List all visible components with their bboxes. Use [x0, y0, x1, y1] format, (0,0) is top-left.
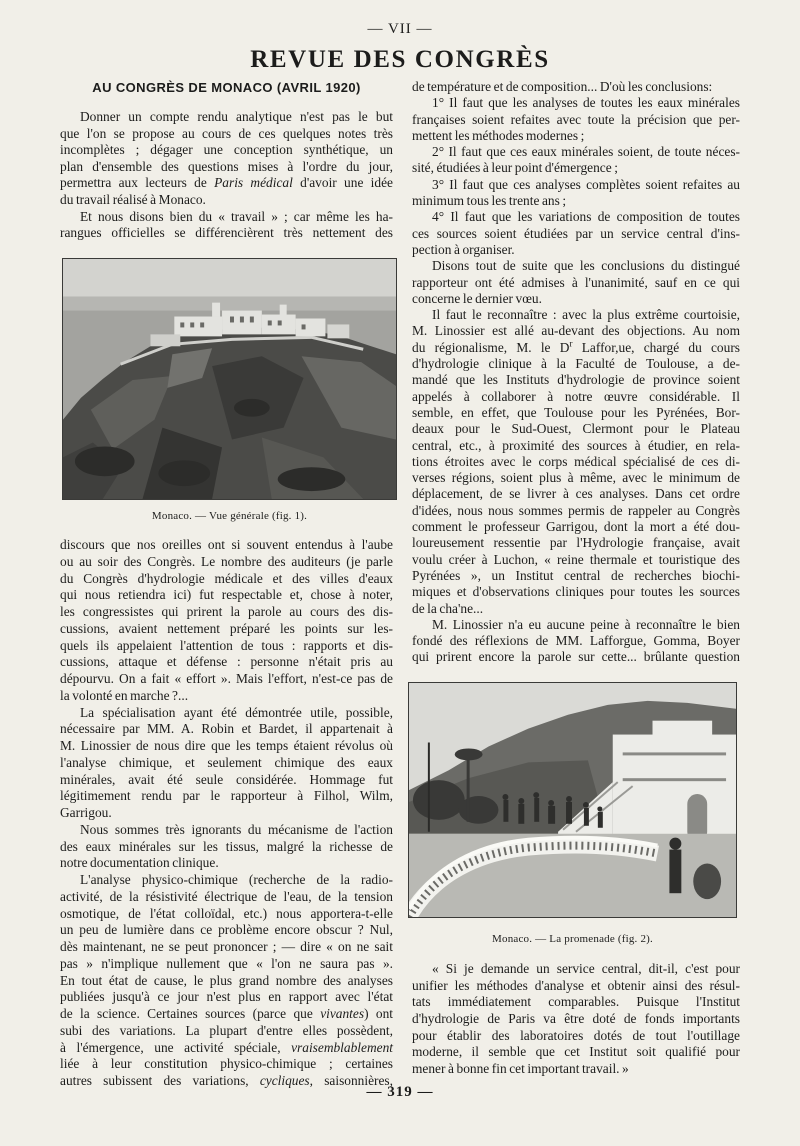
text-line: comment le professeur Garrigou, dont la mort a été dou- [412, 519, 740, 535]
sea-haze [63, 297, 396, 311]
text-line: activité, de la résistivité électrique de l'eau, de la tension [60, 888, 393, 904]
text-line: Disons tout de suite que les conclusions du distingué [432, 258, 740, 274]
paragraph [60, 537, 393, 705]
figure-1-caption: Monaco. — Vue générale (fig. 1). [151, 510, 308, 522]
text-line: publiées jusqu'à ce jour n'est plus en rapport avec l'état [60, 989, 393, 1005]
figure-1-photo [62, 258, 397, 500]
text-line: notre documentation clinique. [60, 855, 219, 871]
text-line [60, 1040, 393, 1057]
page-title: REVUE DES CONGRÈS [250, 46, 550, 73]
text-line: discours que nos oreilles ont si souvent entendus à l'aube [60, 537, 393, 552]
text-line: unifier les méthodes d'analyse et obtenir ainsi des résul- [412, 977, 740, 993]
paragraph [412, 144, 740, 177]
text-line: l'analyse chimique, et seulement chimique des eaux [60, 754, 393, 770]
text-line [60, 175, 393, 192]
text-segment: de la science. Certaines sources (parce que [60, 1006, 321, 1021]
text-line: « Si je demande un service central, dit-il, c'est pour [432, 961, 740, 976]
text-segment: permettra aux lecteurs de [60, 175, 215, 191]
text-line: pas » n'implique nullement que « l'on ne saura pas ». [60, 955, 393, 971]
text-line: françaises soient refaites avec toute la précision que per- [412, 111, 740, 127]
text-line: sité, étudiées à leur point d'émergence ; [412, 160, 618, 176]
text-segment: r [569, 339, 573, 350]
text-line: d'hydrologie de Paris va être doté de fonds importants [412, 1011, 740, 1027]
figure-2-photo [408, 682, 737, 918]
photo-monaco-promenade [409, 683, 736, 917]
text-line: loureusement ressentie par l'Hydrologie française, avait [412, 535, 740, 551]
text-line: incomplètes ; dégager une conception synthétique, un [60, 142, 393, 158]
text-line: Nous sommes très ignorants du mécanisme de l'action [80, 821, 393, 837]
text-line: semble, en effet, que Toulouse pour les Pyrénées, Bor- [412, 404, 740, 420]
paragraph [412, 177, 740, 210]
text-line: du travail réalisé à Monaco. [60, 191, 206, 207]
text-segment: Laffor,ue, chargé du cours [572, 339, 740, 355]
text-line: La spécialisation ayant été démontrée utile, possible, [80, 704, 393, 720]
text-line: dès maintenant, ne se peut prononcer ; — dire « on ne sait [60, 939, 393, 954]
paragraph [60, 109, 393, 209]
paragraph [412, 258, 740, 307]
paragraph [60, 872, 393, 1090]
text-line: des eaux minérales sur les tissus, malgré la richesse de [60, 838, 393, 854]
photo-monaco-general-view [63, 259, 396, 499]
text-line: qui nous retiendra ici) fut respectable et, chose à noter, [60, 587, 393, 603]
text-line: 3° Il faut que ces analyses complètes soient refaites au [432, 176, 740, 192]
text-line: fondé des réflexions de MM. Lafforgue, Gomma, Boyer [412, 633, 740, 649]
text-line: mettent les méthodes modernes ; [412, 127, 585, 143]
text-line: de température et de composition... D'où les conclusions: [412, 79, 713, 94]
text-line [60, 1006, 393, 1023]
text-line: subi des variations. La plupart d'entre elles possèdent, [60, 1022, 393, 1038]
text-line: L'analyse physico-chimique (recherche de la radio- [80, 872, 393, 887]
paragraph [60, 822, 393, 872]
text-line: En tout état de cause, le plus grand nombre des analyses [60, 972, 393, 988]
text-line: un peu de lumière dans ce problème encore obscur ? Nul, [60, 922, 393, 938]
text-segment: autres subissent des variations, [60, 1073, 260, 1088]
paragraph [412, 79, 740, 95]
text-line: mandé que les Instituts d'hydrologie de province soient [412, 372, 740, 388]
text-line: miques et d'observations cliniques pour toutes les sources [412, 584, 740, 600]
text-line: concerne le dernier vœu. [412, 290, 542, 306]
text-line: deaux pour le Sud-Ouest, Clermont pour le Plateau [412, 421, 740, 437]
text-line: pour établir des laboratoires dotés de tout l'outillage [412, 1027, 740, 1043]
text-line: Et nous disons bien du « travail » ; car même les ha- [80, 208, 393, 224]
text-line: M. Linossier de nous dire que les temps étaient révolus où [60, 738, 393, 753]
text-line: d'idées, nous nous sommes permis de rappeler au Congrès [412, 502, 740, 518]
right-column-text-bottom [412, 961, 740, 1078]
text-segment: d'avoir une idée [292, 175, 393, 191]
text-line: tions étroites avec le corps médical spécialisé de ces di- [412, 453, 740, 469]
text-segment: vivantes [320, 1006, 365, 1021]
text-line: Donner un compte rendu analytique n'est pas le but [80, 109, 393, 124]
text-line: 2° Il faut que ces eaux minérales soient, de toute néces- [432, 144, 740, 160]
text-line [412, 340, 740, 356]
paragraph [412, 95, 740, 144]
text-line: minimum tous les trente ans ; [412, 193, 567, 209]
text-line: pection à organiser. [412, 241, 515, 257]
page-number: — 319 — [366, 1084, 434, 1100]
text-line: qui prirent encore la parole sur cette... brûlante question [412, 649, 740, 665]
text-line: tats immédiatement comparables. Puisque l'Institut [412, 994, 740, 1010]
text-line: ou au soir des Congrès. Le nombre des auditeurs (je parle [60, 553, 393, 569]
right-column-text-top [412, 79, 740, 666]
text-line: osmotique, de l'état colloïdal, etc.) nous apportera-t-elle [60, 905, 393, 921]
figure-2-caption: Monaco. — La promenade (fig. 2). [492, 933, 653, 945]
paragraph [412, 307, 740, 617]
paragraph [412, 961, 740, 1078]
text-line: appelés à collaborer à notre œuvre considérable. Il [412, 388, 740, 404]
text-line: M. Linossier n'a eu aucune peine à reconnaître le bien [432, 616, 740, 632]
text-segment: du régionalisme, M. le D [412, 339, 570, 355]
text-line: d'hydrologie clinique à la Faculté de Toulouse, a de- [412, 356, 740, 372]
page-header-roman-numeral: — VII — [367, 21, 433, 37]
text-line: du Congrès d'hydrologie médicale et des villes d'eaux [60, 570, 393, 586]
paragraph [60, 705, 393, 822]
text-line: les congressistes qui prirent la parole au cours des dis- [60, 604, 393, 619]
text-line: Il faut le reconnaître : avec la plus extrême courtoisie, [432, 307, 740, 323]
text-segment: à l'émergence, une activité spéciale, [60, 1039, 292, 1055]
text-line: Garrigou. [60, 805, 112, 820]
text-line: rangues officielles se différencièrent très nettement des [60, 225, 393, 241]
paragraph [412, 617, 740, 666]
text-line: minérales, avait été seule considérée. Hommage fut [60, 771, 393, 787]
text-line: cussions, avaient nettement préparé les points sur les- [60, 620, 393, 636]
left-column-text-top [60, 109, 393, 242]
text-line: légitimement rendu par le rapporteur à Filhol, Wilm, [60, 788, 393, 804]
paragraph [60, 209, 393, 242]
text-line: la volonté en marche ?... [60, 687, 189, 703]
text-line: 1° Il faut que les analyses de toutes les eaux minérales [432, 95, 740, 111]
text-segment: , saisonnières, [309, 1073, 393, 1088]
text-line: verses régions, soient plus à même, avec le minimum de [412, 470, 740, 486]
text-segment: vraisemblablement [291, 1039, 393, 1055]
text-line: rapporteur ont été admises à l'unanimité, sauf en ce qui [412, 274, 740, 290]
text-line: moderne, il semble que cet Institut soit qualifié pour [412, 1044, 740, 1060]
text-line: de la cha'ne... [412, 600, 484, 616]
article-subtitle: AU CONGRÈS DE MONACO (AVRIL 1920) [92, 80, 361, 95]
text-line: mener à bonne fin cet important travail. » [412, 1061, 629, 1077]
text-line: que l'on se propose au cours de ces quelques notes très [60, 125, 393, 141]
text-line: central, etc., à proximité des sources à étudier, en rela- [412, 437, 740, 453]
text-line: Pyrénées », un Institut central de recherches biochi- [412, 567, 740, 583]
text-line: M. Linossier est allé au-devant des objections. Au nom [412, 323, 740, 339]
left-column-text-bottom [60, 537, 393, 1090]
text-line: liée à leur constitution physico-chimique ; certaines [60, 1056, 393, 1072]
text-line: ces sources soient étudiées par un service central d'ins- [412, 225, 740, 241]
text-segment: cycliques [259, 1073, 310, 1088]
text-segment: ) ont [364, 1006, 394, 1021]
text-line: voulu créer à Luchon, « reine thermale et touristique des [412, 551, 740, 567]
text-line: plan d'ensemble des questions mises à l'ordre du jour, [60, 158, 393, 174]
text-line: cussions, attaque et défense : personne n'était pris au [60, 654, 393, 670]
text-line: 4° Il faut que les variations de composition de toutes [432, 209, 740, 225]
text-segment: Paris médical [214, 175, 293, 191]
text-line: déplacement, de se livrer à ces analyses. Dans cet ordre [412, 486, 740, 502]
text-line: dépourvu. On a fait « effort ». Mais l'effort, n'est-ce pas de [60, 671, 393, 686]
paragraph [412, 209, 740, 258]
text-line: quels ils appelaient l'attention de tous : rapports et dis- [60, 637, 393, 653]
text-line: nécessaire par MM. A. Robin et Bardet, il appartenait à [60, 721, 393, 737]
